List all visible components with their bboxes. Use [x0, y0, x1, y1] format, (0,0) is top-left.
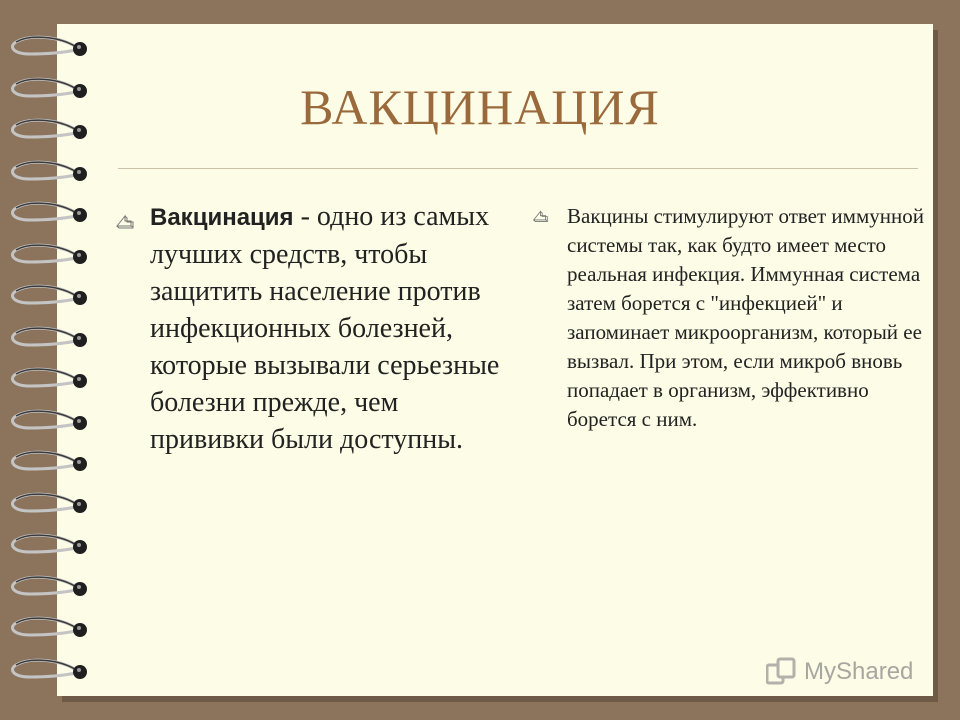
binding-ring — [0, 159, 100, 189]
right-bullet-text: Вакцины стимулируют ответ иммунной системы так, как будто имеет место реальная инфекция. Иммунная система затем борется с "инфекцией" и запоминает микроорганизм, который ее вызвал. При этом, если микроб вновь попадает в организм, эффективно борется с ним. — [567, 204, 924, 431]
myshared-logo-icon — [766, 657, 800, 687]
binding-ring — [0, 283, 100, 313]
binding-ring — [0, 366, 100, 396]
binding-ring — [0, 325, 100, 355]
binding-ring — [0, 615, 100, 645]
left-bullet-text — [150, 198, 500, 458]
binding-ring — [0, 408, 100, 438]
three-d-arrow-bullet-icon — [532, 208, 549, 225]
watermark-label: MyShared — [804, 658, 914, 685]
binding-ring — [0, 242, 100, 272]
title-divider — [118, 168, 918, 169]
binding-ring — [0, 657, 100, 687]
bullet-body: - одно из самых лучших средств, чтобы защитить население против инфекционных болезней, которые вызывали серьезные болезни прежде, чем прививки были доступны. — [150, 201, 500, 455]
slide-title: ВАКЦИНАЦИЯ — [300, 79, 660, 135]
binding-ring — [0, 491, 100, 521]
myshared-watermark — [766, 657, 913, 687]
binding-ring — [0, 574, 100, 604]
binding-ring — [0, 532, 100, 562]
binding-ring — [0, 34, 100, 64]
binding-ring — [0, 200, 100, 230]
three-d-arrow-bullet-icon — [115, 212, 135, 232]
bullet-term: Вакцинация — [150, 204, 294, 231]
binding-ring — [0, 449, 100, 479]
